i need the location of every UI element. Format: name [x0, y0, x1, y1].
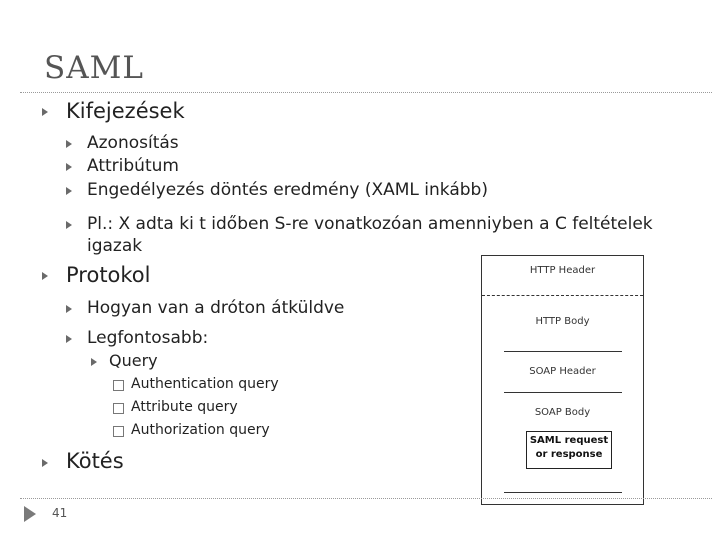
diagram-saml-line2: or response: [535, 449, 603, 460]
bullet-arrow-icon: [42, 272, 48, 280]
checkbox-bullet-icon: [113, 403, 124, 414]
checkbox-bullet-icon: [113, 426, 124, 437]
bullet-query: Query: [109, 351, 158, 370]
bullet-arrow-icon: [66, 163, 72, 171]
bullet-kotes: Kötés: [66, 449, 124, 473]
bullet-kifejezesek: Kifejezések: [66, 99, 185, 123]
footer-divider: [20, 498, 712, 499]
title-divider: [20, 92, 712, 93]
saml-http-soap-diagram: [481, 255, 644, 505]
footer-arrow-icon: [24, 506, 36, 522]
bullet-pl-continuation: igazak: [87, 236, 143, 256]
diagram-saml-line1: SAML request: [529, 435, 609, 446]
diagram-divider: [504, 492, 622, 493]
bullet-arrow-icon: [91, 358, 97, 366]
bullet-arrow-icon: [66, 335, 72, 343]
diagram-http-body: HTTP Body: [535, 316, 590, 327]
bullet-arrow-icon: [42, 459, 48, 467]
slide-title: SAML: [44, 50, 144, 86]
bullet-attribute-query: Attribute query: [131, 399, 238, 415]
diagram-saml-box: [526, 431, 612, 469]
bullet-arrow-icon: [66, 305, 72, 313]
bullet-pl: Pl.: X adta ki t időben S-re vonatkozóan amenniyben a C feltételek: [87, 214, 653, 234]
diagram-divider: [482, 295, 643, 296]
bullet-arrow-icon: [42, 108, 48, 116]
checkbox-bullet-icon: [113, 380, 124, 391]
bullet-authorization-query: Authorization query: [131, 422, 270, 438]
bullet-azonositas: Azonosítás: [87, 133, 179, 153]
diagram-divider: [504, 392, 622, 393]
bullet-attributum: Attribútum: [87, 156, 179, 176]
bullet-engedelyezes: Engedélyezés döntés eredmény (XAML inkább): [87, 180, 488, 200]
bullet-protokol: Protokol: [66, 263, 151, 287]
bullet-arrow-icon: [66, 187, 72, 195]
diagram-soap-header: SOAP Header: [529, 366, 596, 377]
bullet-arrow-icon: [66, 221, 72, 229]
page-number: 41: [52, 506, 68, 520]
diagram-http-header: HTTP Header: [529, 265, 596, 276]
bullet-authentication-query: Authentication query: [131, 376, 279, 392]
bullet-legfontosabb: Legfontosabb:: [87, 328, 209, 348]
bullet-arrow-icon: [66, 140, 72, 148]
diagram-soap-body: SOAP Body: [534, 407, 591, 418]
diagram-divider: [504, 351, 622, 352]
bullet-hogyan: Hogyan van a dróton átküldve: [87, 298, 345, 318]
